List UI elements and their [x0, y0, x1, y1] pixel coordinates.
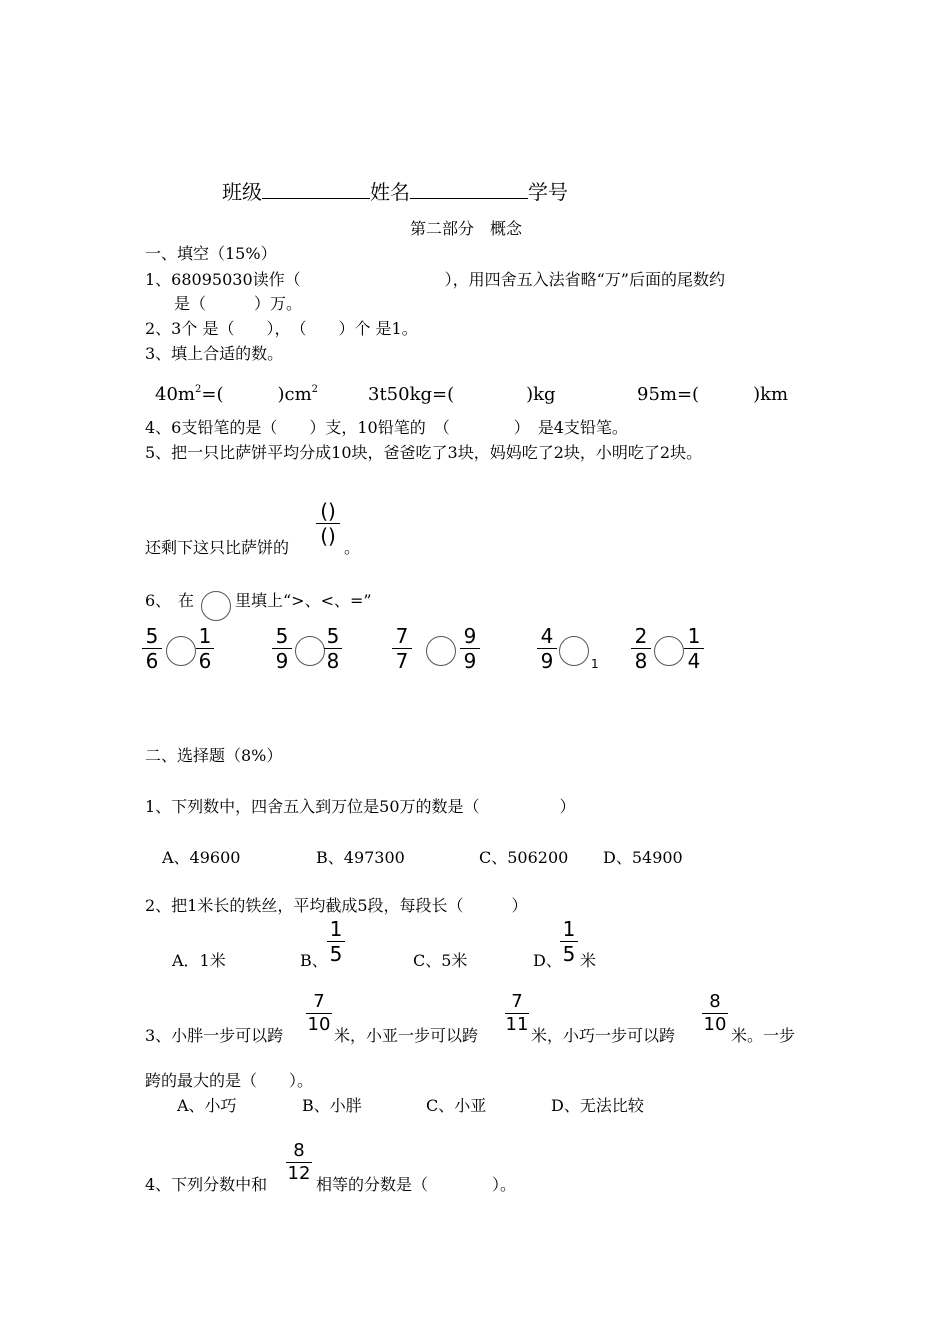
q2-3-fraction-2	[505, 992, 529, 1035]
section2-title: 二、选择题（8%）	[145, 746, 283, 765]
q6-pair1-compare-circle[interactable]	[166, 636, 196, 666]
q6-pair4-compare-circle[interactable]	[559, 636, 589, 666]
student-info-line	[222, 178, 568, 205]
frac-num: 1	[198, 624, 212, 648]
q2-3-option-a[interactable]: A、小巧	[177, 1096, 237, 1115]
frac-num: 1	[329, 917, 343, 941]
q2-3-option-b[interactable]: B、小胖	[302, 1096, 362, 1115]
q1-3-c: 95m=( )km	[637, 384, 789, 405]
q1-2: 2、3个 是（ ）， （ ）个 是1。	[145, 319, 418, 338]
q6-pair1-left-fraction	[142, 625, 162, 672]
q2-1-option-c[interactable]: C、506200	[479, 848, 569, 867]
q1-3-a	[155, 380, 318, 406]
q6-pair5-left-fraction	[631, 625, 651, 672]
frac-den: 5	[329, 942, 343, 966]
q6-pair3-left-fraction	[392, 625, 412, 672]
frac-num: 7	[395, 624, 409, 648]
q2-4-fraction	[286, 1141, 312, 1184]
q6-pair2-left-fraction	[272, 625, 292, 672]
q2-2-option-a[interactable]: A．1米	[172, 951, 226, 970]
q6-pair4-right-fragment: 1	[591, 657, 599, 671]
q6-pair3-right-fraction	[460, 625, 480, 672]
q2-2-option-b-fraction	[327, 918, 345, 965]
q2-2-option-d-unit: 米	[580, 951, 597, 970]
q2-3-fraction-1	[306, 992, 332, 1035]
frac-den: 12	[287, 1163, 311, 1184]
frac-num: 9	[463, 624, 477, 648]
q2-1-option-d[interactable]: D、54900	[603, 848, 683, 867]
frac-den: 5	[562, 942, 576, 966]
q1-5-fraction	[316, 500, 340, 547]
part-title: 第二部分 概念	[410, 219, 523, 238]
q1-3-a-exp2: 2	[311, 384, 319, 395]
q2-2-option-d-fraction	[560, 918, 578, 965]
q2-1-option-b[interactable]: B、497300	[316, 848, 405, 867]
frac-num: 1	[687, 624, 701, 648]
q1-3-a-mid: =( )cm	[201, 384, 312, 405]
q1-1-line2: 是（ ）万。	[174, 294, 303, 313]
q6-pair3-compare-circle[interactable]	[426, 636, 456, 666]
q1-5-frac-den: ()	[320, 524, 336, 548]
q2-3-part2: 米，小亚一步可以跨	[334, 1026, 479, 1045]
frac-den: 9	[275, 649, 289, 673]
q2-2-option-c[interactable]: C、5米	[413, 951, 468, 970]
q1-6-in: 在	[178, 591, 195, 610]
q2-3-option-d[interactable]: D、无法比较	[551, 1096, 644, 1115]
q2-1: 1、下列数中，四舍五入到万位是50万的数是（ ）	[145, 797, 576, 816]
frac-den: 9	[463, 649, 477, 673]
q6-pair4-left-fraction	[537, 625, 557, 672]
frac-num: 5	[326, 624, 340, 648]
q2-2: 2、把1米长的铁丝，平均截成5段，每段长（ ）	[145, 896, 528, 915]
q2-4-part1: 4、下列分数中和	[145, 1175, 268, 1194]
q1-5-frac-num: ()	[320, 499, 336, 523]
frac-den: 8	[326, 649, 340, 673]
q1-5-period: 。	[344, 538, 361, 557]
q2-3-part3: 米，小巧一步可以跨	[531, 1026, 676, 1045]
frac-num: 5	[275, 624, 289, 648]
section1-title: 一、填空（15%）	[145, 244, 277, 263]
q1-3-b: 3t50kg=( )kg	[368, 384, 556, 405]
frac-num: 7	[511, 991, 523, 1012]
q2-1-option-a[interactable]: A、49600	[162, 848, 241, 867]
q2-3-fraction-3	[702, 992, 728, 1035]
frac-num: 8	[293, 1140, 305, 1161]
frac-num: 8	[709, 991, 721, 1012]
q1-3-a-exp1: 2	[194, 384, 202, 395]
class-blank[interactable]	[262, 178, 370, 199]
q2-3-line2: 跨的最大的是（ ）。	[145, 1071, 314, 1090]
q2-3-option-c[interactable]: C、小亚	[426, 1096, 487, 1115]
q2-2-option-d[interactable]: D、	[533, 951, 562, 970]
name-label: 姓名	[370, 180, 410, 204]
frac-den: 7	[395, 649, 409, 673]
frac-num: 4	[540, 624, 554, 648]
q6-pair5-compare-circle[interactable]	[654, 636, 684, 666]
q1-6-text: 里填上“>、<、=”	[235, 591, 372, 610]
q2-3-part1: 3、小胖一步可以跨	[145, 1026, 284, 1045]
frac-den: 4	[687, 649, 701, 673]
id-label: 学号	[528, 180, 568, 204]
q6-pair2-right-fraction	[324, 625, 342, 672]
q6-pair1-right-fraction	[196, 625, 214, 672]
frac-den: 10	[703, 1014, 727, 1035]
q1-5-tail: 还剩下这只比萨饼的	[145, 538, 290, 557]
q1-1-line1: 1、68095030读作（ ），用四舍五入法省略“万”后面的尾数约	[145, 270, 725, 289]
frac-den: 10	[307, 1014, 331, 1035]
name-blank[interactable]	[410, 178, 528, 199]
class-label: 班级	[222, 180, 262, 204]
frac-num: 2	[634, 624, 648, 648]
frac-den: 8	[634, 649, 648, 673]
q2-2-option-b[interactable]: B、	[300, 951, 328, 970]
frac-den: 11	[505, 1014, 529, 1035]
frac-num: 7	[313, 991, 325, 1012]
frac-den: 6	[198, 649, 212, 673]
q1-6-label: 6、	[145, 591, 172, 610]
q2-3-part4: 米。一步	[731, 1026, 796, 1045]
q6-pair2-compare-circle[interactable]	[295, 636, 325, 666]
q2-4-part2: 相等的分数是（ ）。	[316, 1175, 517, 1194]
frac-den: 6	[145, 649, 159, 673]
q1-3-a-pre: 40m	[155, 384, 195, 405]
q1-5: 5、把一只比萨饼平均分成10块，爸爸吃了3块，妈妈吃了2块，小明吃了2块。	[145, 443, 703, 462]
q1-3: 3、填上合适的数。	[145, 344, 284, 363]
frac-num: 1	[562, 917, 576, 941]
q1-4: 4、6支铅笔的是（ ）支，10铅笔的 （ ） 是4支铅笔。	[145, 418, 628, 437]
frac-den: 9	[540, 649, 554, 673]
frac-num: 5	[145, 624, 159, 648]
q6-pair5-right-fraction	[684, 625, 704, 672]
compare-circle-example	[201, 591, 231, 621]
